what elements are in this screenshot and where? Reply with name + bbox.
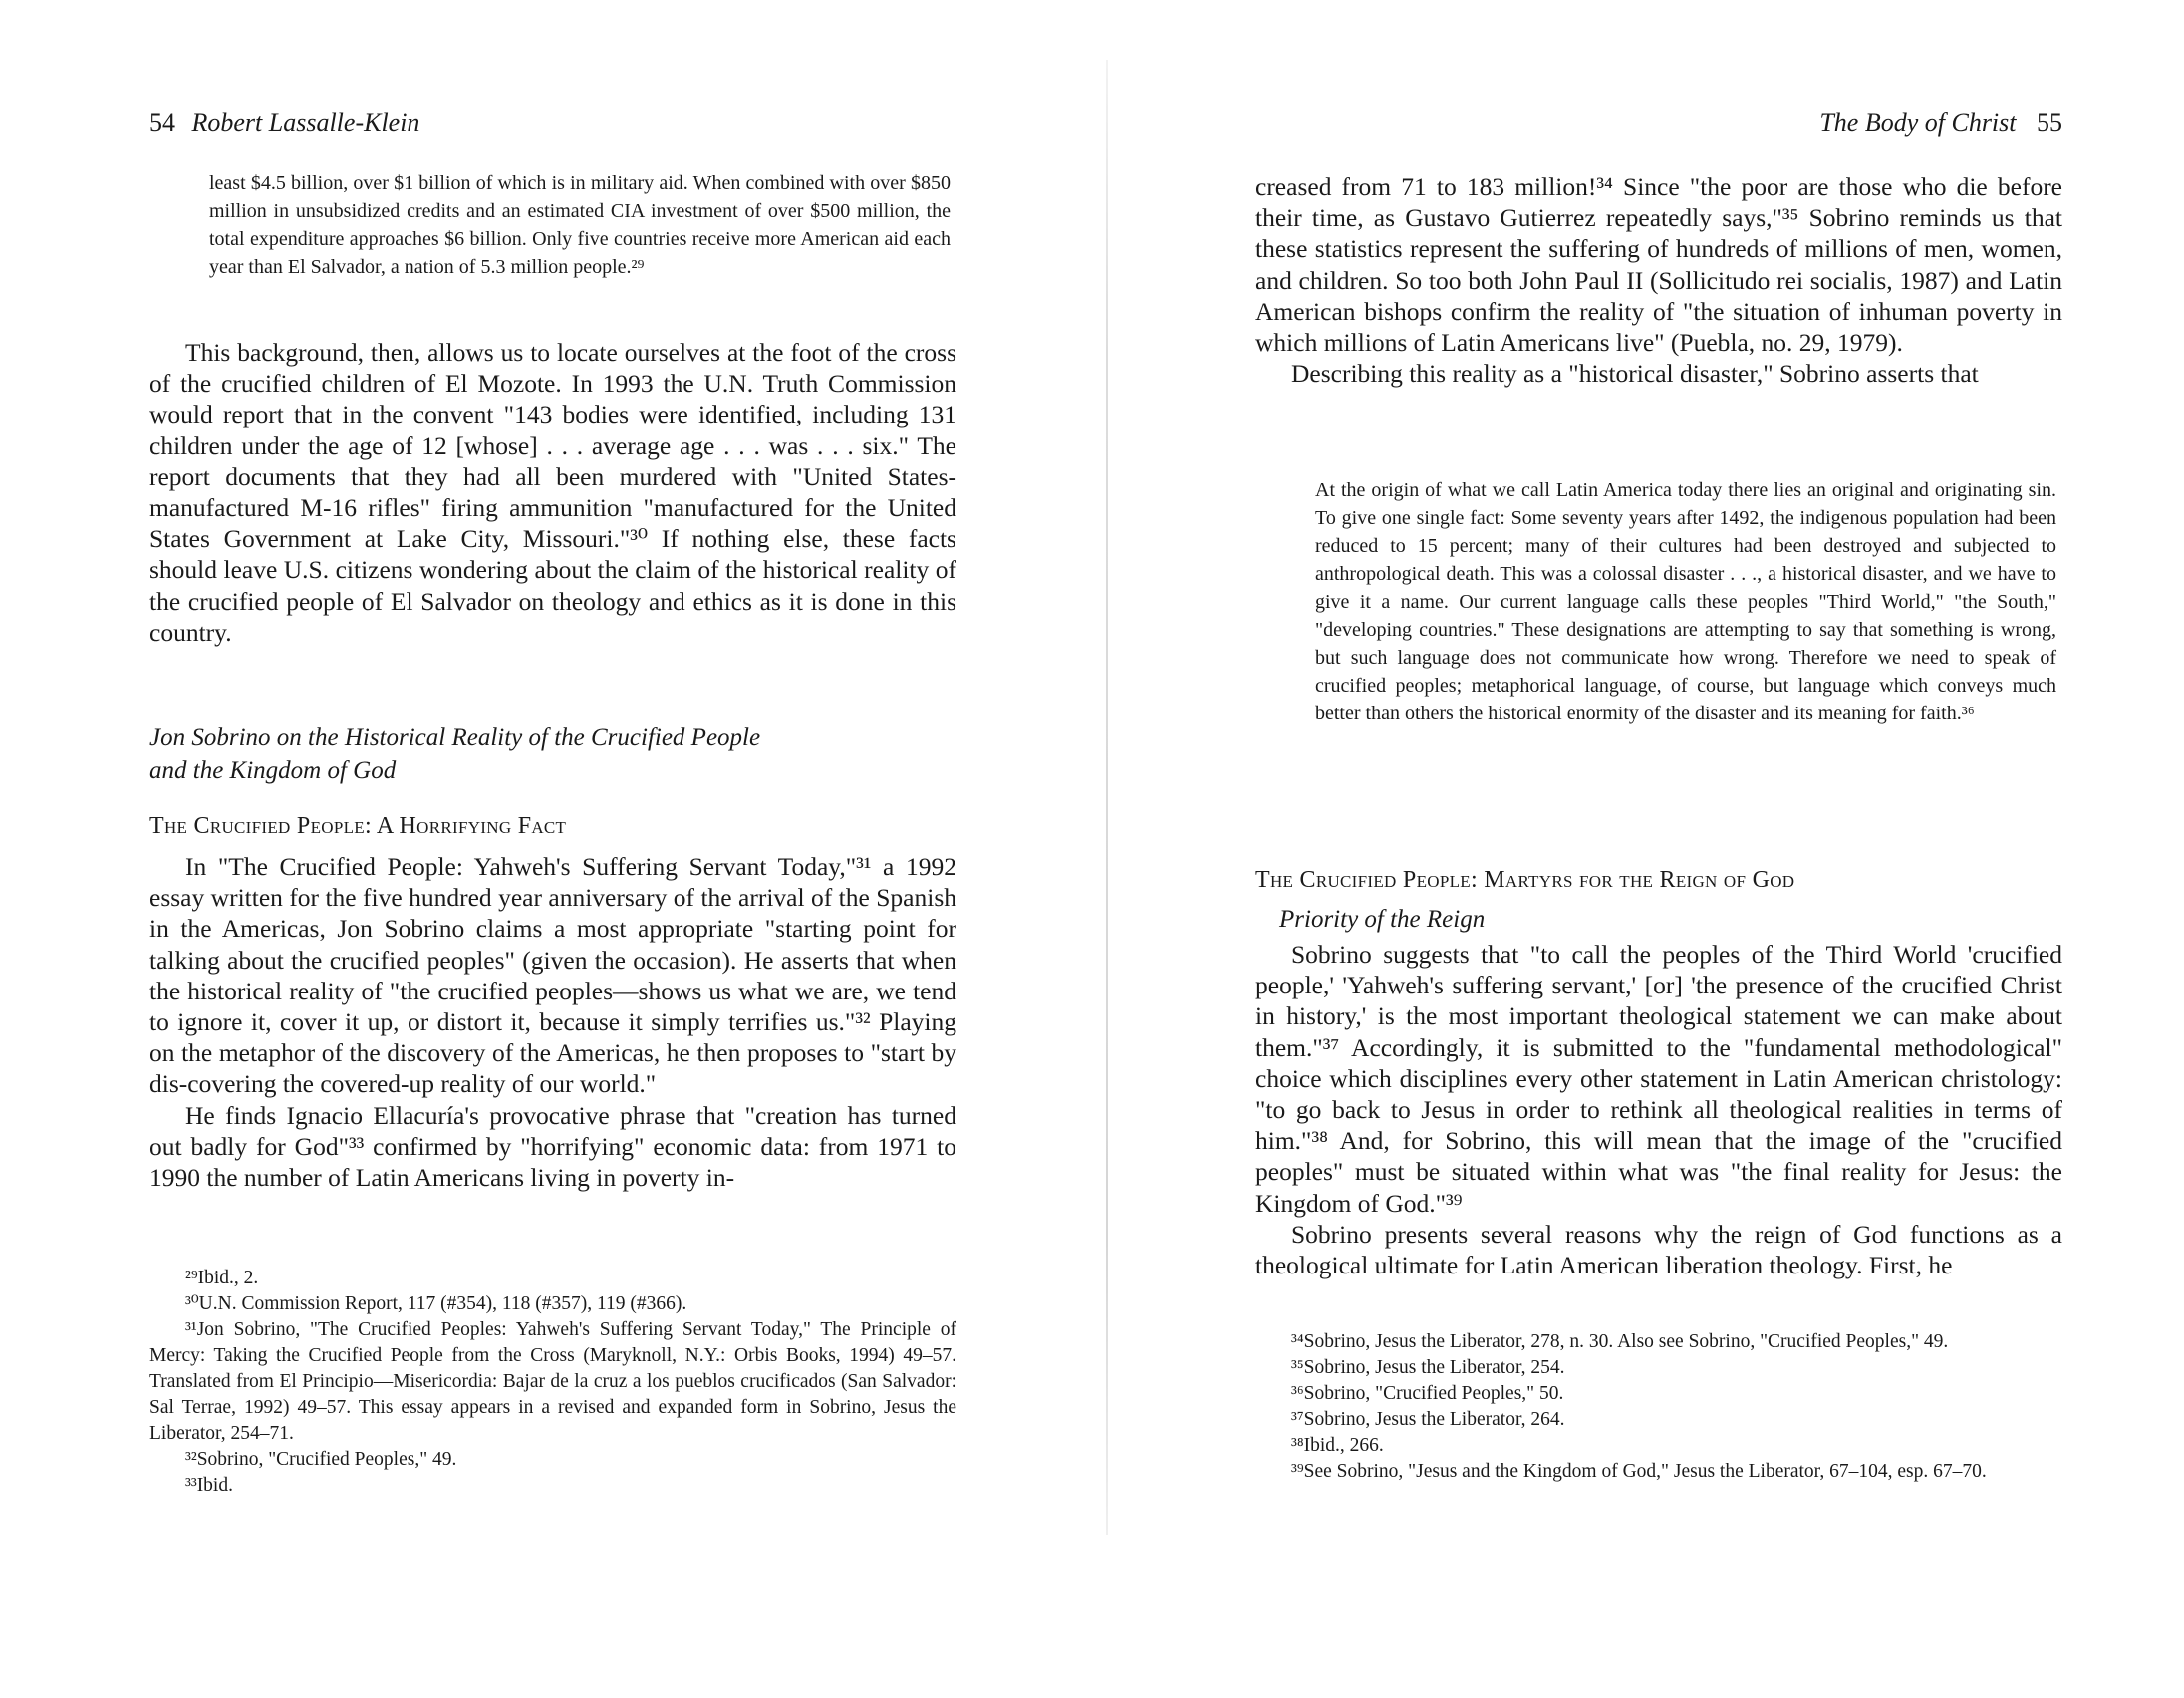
- left-footnotes: [149, 1266, 956, 1499]
- footnote: ²⁹Ibid., 2.: [185, 1268, 259, 1288]
- right-subheading: [1255, 867, 2062, 894]
- block-quote-text: At the origin of what we call Latin America today there lies an original and originating sin. To give one single fact: Some seventy years after 1492, the indigenous population had been reduced to 15 percent; many of their cultures had been destroyed and subjected to anthropological death. This was a colossal disaster . . ., a historical disaster, and we have to give it a name. Our current language calls these peoples "Third World," "the South," "developing countries." These designations are attempting to say that something is wrong, but such language does not communicate how wrong. Therefore we need to speak of crucified peoples; metaphorical language, of course, but language which conveys much better than others the historical enormity of the disaster and its meaning for faith.³⁶: [1315, 479, 2056, 724]
- left-body-section-2: [149, 851, 956, 1193]
- body-paragraph: He finds Ignacio Ellacuría's provocative phrase that "creation has turned out badly for God"³³ confirmed by "horrifying" economic data: from 1971 to 1990 the number of Latin Americans living in poverty in-: [149, 1100, 956, 1193]
- footnote: ³⁶Sobrino, "Crucified Peoples," 50.: [1291, 1383, 1564, 1404]
- footnote: ³⁴Sobrino, Jesus the Liberator, 278, n. 30. Also see Sobrino, "Crucified Peoples," 49.: [1291, 1331, 1949, 1352]
- body-paragraph: In "The Crucified People: Yahweh's Suffering Servant Today,"³¹ a 1992 essay written for the five hundred year anniversary of the arrival of the Spanish in the Americas, Jon Sobrino claims a most appropriate "starting point for talking about the crucified peoples" (given the occasion). He asserts that when the historical reality of "the crucified peoples—shows us what we are, we tend to ignore it, cover it up, or distort it, because it simply terrifies us."³² Playing on the metaphor of the discovery of the Americas, he then proposes to "start by dis-covering the covered-up reality of our world.": [149, 852, 956, 1099]
- body-paragraph: Sobrino suggests that "to call the peoples of the Third World 'crucified people,' 'Yahweh's suffering servant,' [or] 'the presence of the crucified Christ in history,' is the most important theological statement we can make about them."³⁷ Accordingly, it is submitted to the "fundamental methodological" choice which disciplines every other statement in Latin American christology: "to go back to Jesus in order to rethink all theological realities in terms of him."³⁸ And, for Sobrino, this will mean that the image of the "crucified peoples" must be situated within what was "the final reality for Jesus: the Kingdom of God."³⁹: [1255, 940, 2062, 1218]
- sub-subheading: Priority of the Reign: [1279, 906, 1486, 933]
- subheading: The Crucified People: A Horrifying Fact: [149, 813, 567, 839]
- right-running-header: [1819, 108, 2062, 138]
- left-page: [149, 0, 956, 1698]
- section-heading-line-2: and the Kingdom of God: [149, 757, 397, 784]
- left-body-section-1: [149, 337, 956, 648]
- body-paragraph: Describing this reality as a "historical disaster," Sobrino asserts that: [1291, 359, 1979, 389]
- section-heading-line-1: Jon Sobrino on the Historical Reality of the Crucified People: [149, 724, 761, 751]
- body-paragraph: creased from 71 to 183 million!³⁴ Since "the poor are those who die before their time, as Gustavo Gutierrez repeatedly says,"³⁵ Sobrino reminds us that these statistics represent the suffering of hundreds of millions of men, women, and children. So too both John Paul II (Sollicitudo rei socialis, 1987) and Latin American bishops confirm the reality of "the situation of inhuman poverty in which millions of Latin Americans live" (Puebla, no. 29, 1979).: [1255, 172, 2062, 358]
- right-footnotes: [1255, 1329, 2062, 1485]
- footnote: ³¹Jon Sobrino, "The Crucified Peoples: Yahweh's Suffering Servant Today," The Principle of Mercy: Taking the Crucified People from the Cross (Maryknoll, N.Y.: Orbis Books, 1994) 49–57. Translated from El Principio—Misericordia: Bajar de la cruz a los pueblos crucificados (San Salvador: Sal Terrae, 1992) 49–57. This essay appears in a revised and expanded form in Sobrino, Jesus the Liberator, 254–71.: [149, 1319, 956, 1444]
- footnote: ³⁰U.N. Commission Report, 117 (#354), 118 (#357), 119 (#366).: [185, 1293, 687, 1314]
- left-running-header: [149, 108, 419, 138]
- left-section-heading: [149, 721, 956, 787]
- right-sub-subheading: [1279, 903, 2062, 936]
- footnote: ³⁹See Sobrino, "Jesus and the Kingdom of God," Jesus the Liberator, 67–104, esp. 67–70.: [1291, 1461, 1987, 1482]
- right-body-section-1: [1255, 171, 2062, 389]
- right-running-head: The Body of Christ: [1819, 108, 2017, 137]
- block-quote-text: least $4.5 billion, over $1 billion of which is in military aid. When combined with over $850 million in unsubsidized credits and an estimated CIA investment of over $500 million, the total expenditure approaches $6 billion. Only five countries receive more American aid each year than El Salvador, a nation of 5.3 million people.²⁹: [209, 172, 951, 278]
- subheading: The Crucified People: Martyrs for the Reign of God: [1255, 867, 1795, 893]
- right-body-section-2: [1255, 939, 2062, 1280]
- left-subheading: [149, 813, 956, 840]
- body-paragraph: This background, then, allows us to locate ourselves at the foot of the cross of the crucified children of El Mozote. In 1993 the U.N. Truth Commission would report that in the convent "143 bodies were identified, including 131 children under the age of 12 [whose] . . . average age . . . was . . . six." The report documents that they had all been murdered with "United States-manufactured M-16 rifles" firing ammunition "manufactured for the United States Government at Lake City, Missouri."³⁰ If nothing else, these facts should leave U.S. citizens wondering about the claim of the historical reality of the crucified people of El Salvador on theology and ethics as it is done in this country.: [149, 338, 956, 647]
- left-running-head: Robert Lassalle-Klein: [191, 108, 420, 137]
- right-page: [1255, 0, 2062, 1698]
- right-block-quote: [1315, 476, 2056, 727]
- footnote: ³²Sobrino, "Crucified Peoples," 49.: [185, 1449, 457, 1470]
- body-paragraph: Sobrino presents several reasons why the reign of God functions as a theological ultimate for Latin American liberation theology. First, he: [1255, 1219, 2062, 1280]
- left-block-quote: [209, 169, 951, 281]
- book-gutter: [1106, 60, 1108, 1535]
- footnote: ³⁵Sobrino, Jesus the Liberator, 254.: [1291, 1357, 1565, 1378]
- left-page-number: 54: [149, 108, 175, 137]
- right-page-number: 55: [2037, 108, 2062, 137]
- footnote: ³⁸Ibid., 266.: [1291, 1435, 1384, 1456]
- footnote: ³⁷Sobrino, Jesus the Liberator, 264.: [1291, 1409, 1565, 1430]
- footnote: ³³Ibid.: [185, 1475, 233, 1496]
